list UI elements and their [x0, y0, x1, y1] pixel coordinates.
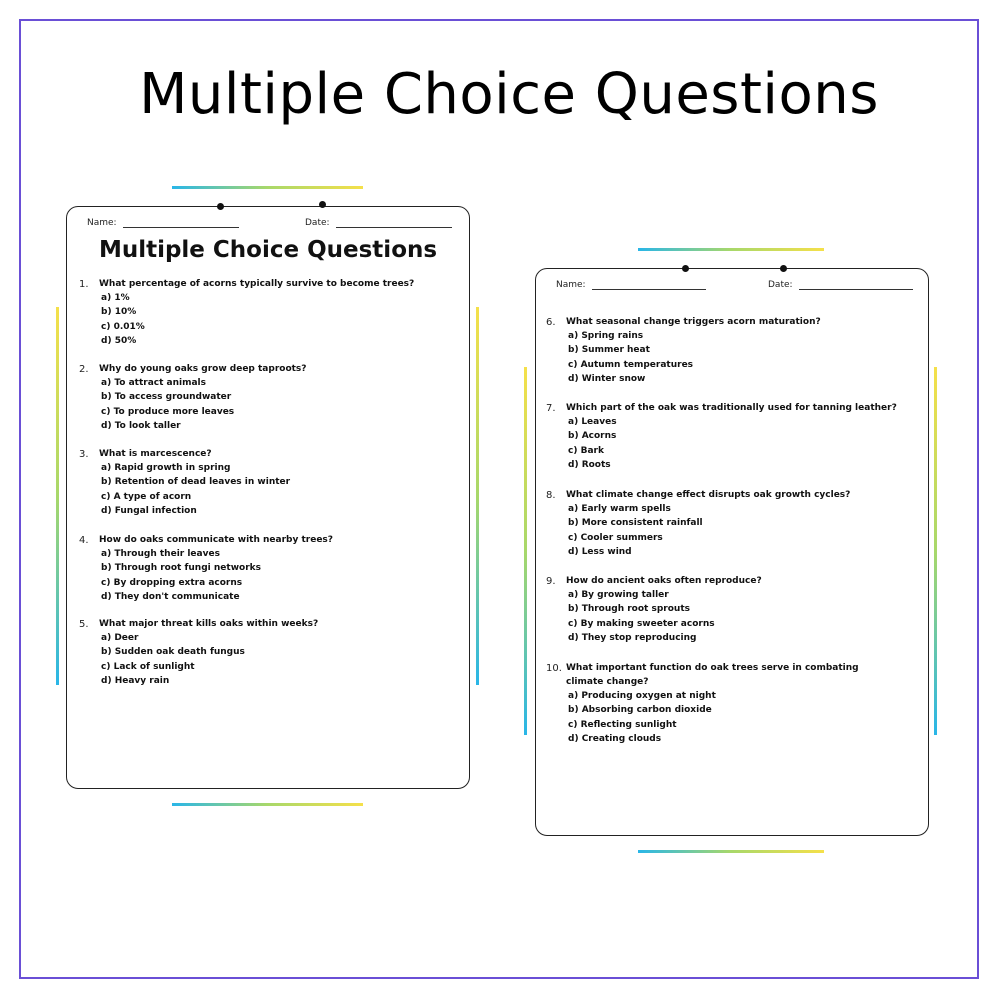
option[interactable]: c) Lack of sunlight [101, 661, 195, 672]
question-number: 1. [79, 279, 89, 290]
option[interactable]: c) A type of acorn [101, 491, 192, 502]
option[interactable]: b) Acorns [568, 431, 617, 442]
binder-ring [682, 265, 689, 272]
options-list [568, 415, 617, 472]
date-label: Date: [768, 280, 793, 290]
option[interactable]: a) Producing oxygen at night [568, 691, 716, 701]
question-number: 2. [79, 364, 89, 375]
option[interactable]: d) Creating clouds [568, 733, 662, 744]
worksheet-title: Multiple Choice Questions [98, 237, 438, 263]
options-list [568, 502, 703, 559]
decorative-line-bottom-left [172, 803, 363, 806]
option[interactable]: d) They stop reproducing [568, 632, 697, 643]
question-number: 7. [546, 403, 556, 414]
binder-ring [217, 203, 224, 210]
date-field[interactable] [305, 217, 452, 228]
date-line[interactable] [799, 279, 913, 290]
question [79, 362, 459, 442]
option[interactable]: d) Less wind [568, 546, 632, 557]
option[interactable]: d) They don't communicate [101, 591, 240, 602]
option[interactable]: a) Spring rains [568, 331, 644, 341]
options-list [101, 631, 245, 688]
option[interactable]: c) Cooler summers [568, 532, 663, 543]
binder-ring [319, 201, 326, 208]
decorative-line-top-left [172, 186, 363, 189]
option[interactable]: c) By making sweeter acorns [568, 618, 715, 629]
name-field[interactable] [556, 279, 706, 290]
option[interactable]: b) Through root fungi networks [101, 563, 261, 574]
question-text: Why do young oaks grow deep taproots? [99, 364, 307, 374]
decorative-line-right-right [934, 367, 937, 735]
option[interactable]: a) To attract animals [101, 378, 206, 388]
option[interactable]: c) By dropping extra acorns [101, 577, 243, 588]
options-list [101, 547, 261, 604]
options-list [568, 329, 693, 386]
question-number: 8. [546, 490, 556, 501]
option[interactable]: c) Autumn temperatures [568, 359, 694, 370]
option[interactable]: b) Sudden oak death fungus [101, 647, 245, 658]
option[interactable]: b) To access groundwater [101, 392, 232, 403]
options-list [101, 461, 290, 518]
option[interactable]: c) Reflecting sunlight [568, 719, 677, 730]
question-text: What seasonal change triggers acorn maturation? [566, 317, 821, 327]
question-text: How do oaks communicate with nearby trees? [99, 535, 334, 545]
question-number: 10. [546, 663, 562, 674]
option[interactable]: b) Summer heat [568, 345, 650, 356]
option[interactable]: b) Absorbing carbon dioxide [568, 705, 712, 716]
question [546, 315, 916, 395]
option[interactable]: b) 10% [101, 307, 137, 318]
question [79, 277, 459, 357]
question-number: 3. [79, 449, 89, 460]
question-text: How do ancient oaks often reproduce? [566, 576, 762, 586]
option[interactable]: c) To produce more leaves [101, 406, 235, 417]
options-list [568, 689, 716, 746]
question [546, 574, 916, 654]
option[interactable]: c) 0.01% [101, 321, 145, 332]
question-text: What important function do oak trees serve in combating climate change? [566, 663, 859, 687]
date-field[interactable] [768, 279, 913, 290]
name-label: Name: [556, 280, 586, 290]
question-number: 9. [546, 576, 556, 587]
option[interactable]: b) Through root sprouts [568, 604, 690, 615]
option[interactable]: a) Early warm spells [568, 504, 671, 514]
page-title: Multiple Choice Questions [139, 62, 879, 127]
option[interactable]: d) Roots [568, 459, 611, 470]
question-text: What is marcescence? [99, 449, 212, 459]
name-line[interactable] [592, 279, 706, 290]
question-text: What climate change effect disrupts oak growth cycles? [566, 490, 851, 500]
worksheet-page-2 [535, 268, 929, 836]
decorative-line-left-left [56, 307, 59, 685]
question-number: 5. [79, 619, 89, 630]
name-label: Name: [87, 218, 117, 228]
option[interactable]: a) Through their leaves [101, 549, 220, 559]
header-fields [556, 279, 908, 295]
option[interactable]: a) 1% [101, 293, 130, 303]
option[interactable]: a) Leaves [568, 417, 617, 427]
decorative-line-right-left [476, 307, 479, 685]
option[interactable]: d) Winter snow [568, 373, 646, 384]
date-label: Date: [305, 218, 330, 228]
option[interactable]: d) To look taller [101, 420, 181, 431]
question-number: 6. [546, 317, 556, 328]
question-text: What major threat kills oaks within weeks? [99, 619, 319, 629]
question-number: 4. [79, 535, 89, 546]
name-field[interactable] [87, 217, 239, 228]
binder-ring [780, 265, 787, 272]
question [546, 661, 916, 756]
question-text: What percentage of acorns typically survive to become trees? [99, 279, 415, 289]
question [79, 447, 459, 527]
option[interactable]: b) Retention of dead leaves in winter [101, 477, 291, 488]
date-line[interactable] [336, 217, 452, 228]
option[interactable]: a) By growing taller [568, 590, 669, 600]
worksheet-page-1 [66, 206, 470, 789]
decorative-line-bottom-right [638, 850, 824, 853]
option[interactable]: a) Deer [101, 633, 139, 643]
options-list [101, 291, 145, 348]
option[interactable]: b) More consistent rainfall [568, 518, 703, 529]
question [79, 533, 459, 613]
decorative-line-left-right [524, 367, 527, 735]
decorative-line-top-right [638, 248, 824, 251]
question [546, 488, 916, 568]
question [546, 401, 916, 481]
option[interactable]: c) Bark [568, 445, 604, 456]
option[interactable]: a) Rapid growth in spring [101, 463, 231, 473]
option[interactable]: d) 50% [101, 335, 137, 346]
option[interactable]: d) Heavy rain [101, 675, 170, 686]
option[interactable]: d) Fungal infection [101, 505, 197, 516]
options-list [101, 376, 234, 433]
options-list [568, 588, 715, 645]
name-line[interactable] [123, 217, 239, 228]
header-fields [87, 217, 449, 233]
question-text: Which part of the oak was traditionally used for tanning leather? [566, 403, 897, 413]
question [79, 617, 459, 697]
